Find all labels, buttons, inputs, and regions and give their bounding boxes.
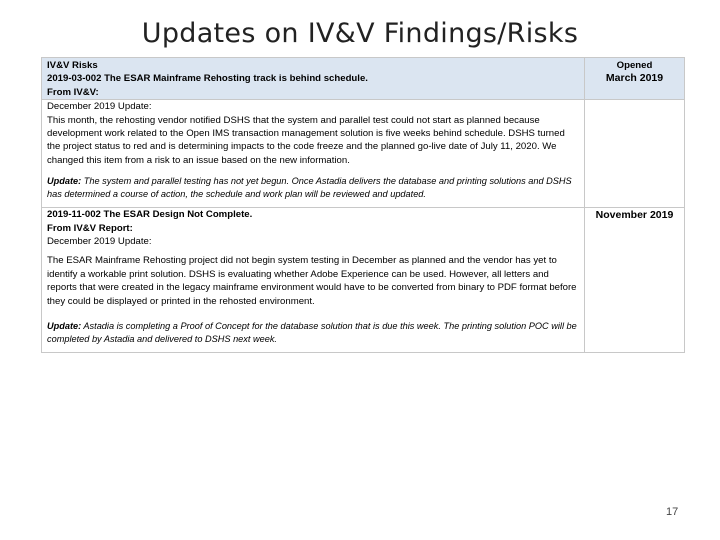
update-note xyxy=(47,320,579,346)
issue-source: From IV&V Report: xyxy=(47,222,133,234)
header-iv-v-risks: IV&V Risks xyxy=(47,60,98,71)
update-body: This month, the rehosting vendor notified DSHS that the system and parallel test could not start as planned because development work related to the Open IMS transaction management solution is five weeks behind schedule. DSHS turned the project status to red and is determining impacts to the code freeze and the planned go-live date of July 11, 2020. We changed this item from a risk to an issue based on the new information. xyxy=(47,114,565,166)
slide-title: Updates on IV&V Findings/Risks xyxy=(141,18,579,49)
empty-cell xyxy=(585,100,685,208)
opened-cell xyxy=(585,208,685,353)
risk-body-cell xyxy=(42,100,585,208)
issue-id-title: 2019-11-002 The ESAR Design Not Complete. xyxy=(47,209,253,221)
update-body: The ESAR Mainframe Rehosting project did not begin system testing in December as planned and the vendor has yet to identify a workable print solution. DSHS is evaluating whether Adobe Experience can be used. However, all letters and reports that were created in the legacy mainframe environment would have to be converted from binary to PDF format before they could be displayed or printed in the rehosted environment. xyxy=(47,255,577,307)
table-row xyxy=(42,208,685,353)
update-label: Update: xyxy=(47,176,82,187)
update-note xyxy=(47,175,579,201)
risk-source: From IV&V: xyxy=(47,86,99,98)
risk-id-title: 2019-03-002 The ESAR Mainframe Rehosting track is behind schedule. xyxy=(47,73,368,85)
page-number: 17 xyxy=(666,506,679,518)
update-note-text: Astadia is completing a Proof of Concept for the database solution that is due this week. The printing solution POC will be completed by Astadia and delivered to DSHS next week. xyxy=(47,321,577,345)
update-label: Update: xyxy=(47,321,82,332)
update-heading: December 2019 Update: xyxy=(47,236,152,248)
issue-opened-date: November 2019 xyxy=(595,209,674,222)
table-row xyxy=(42,100,685,208)
opened-cell xyxy=(585,58,685,100)
risk-cell xyxy=(42,58,585,100)
update-note-text: The system and parallel testing has not yet begun. Once Astadia delivers the database and printing solutions and DSHS has determined a course of action, the schedule and work plan will be reviewed and updated. xyxy=(47,176,572,200)
findings-table xyxy=(41,57,685,353)
header-opened: Opened xyxy=(616,60,653,71)
table-header-row xyxy=(42,58,685,100)
update-heading: December 2019 Update: xyxy=(47,101,152,113)
risk-opened-date: March 2019 xyxy=(605,72,664,85)
issue-cell xyxy=(42,208,585,353)
